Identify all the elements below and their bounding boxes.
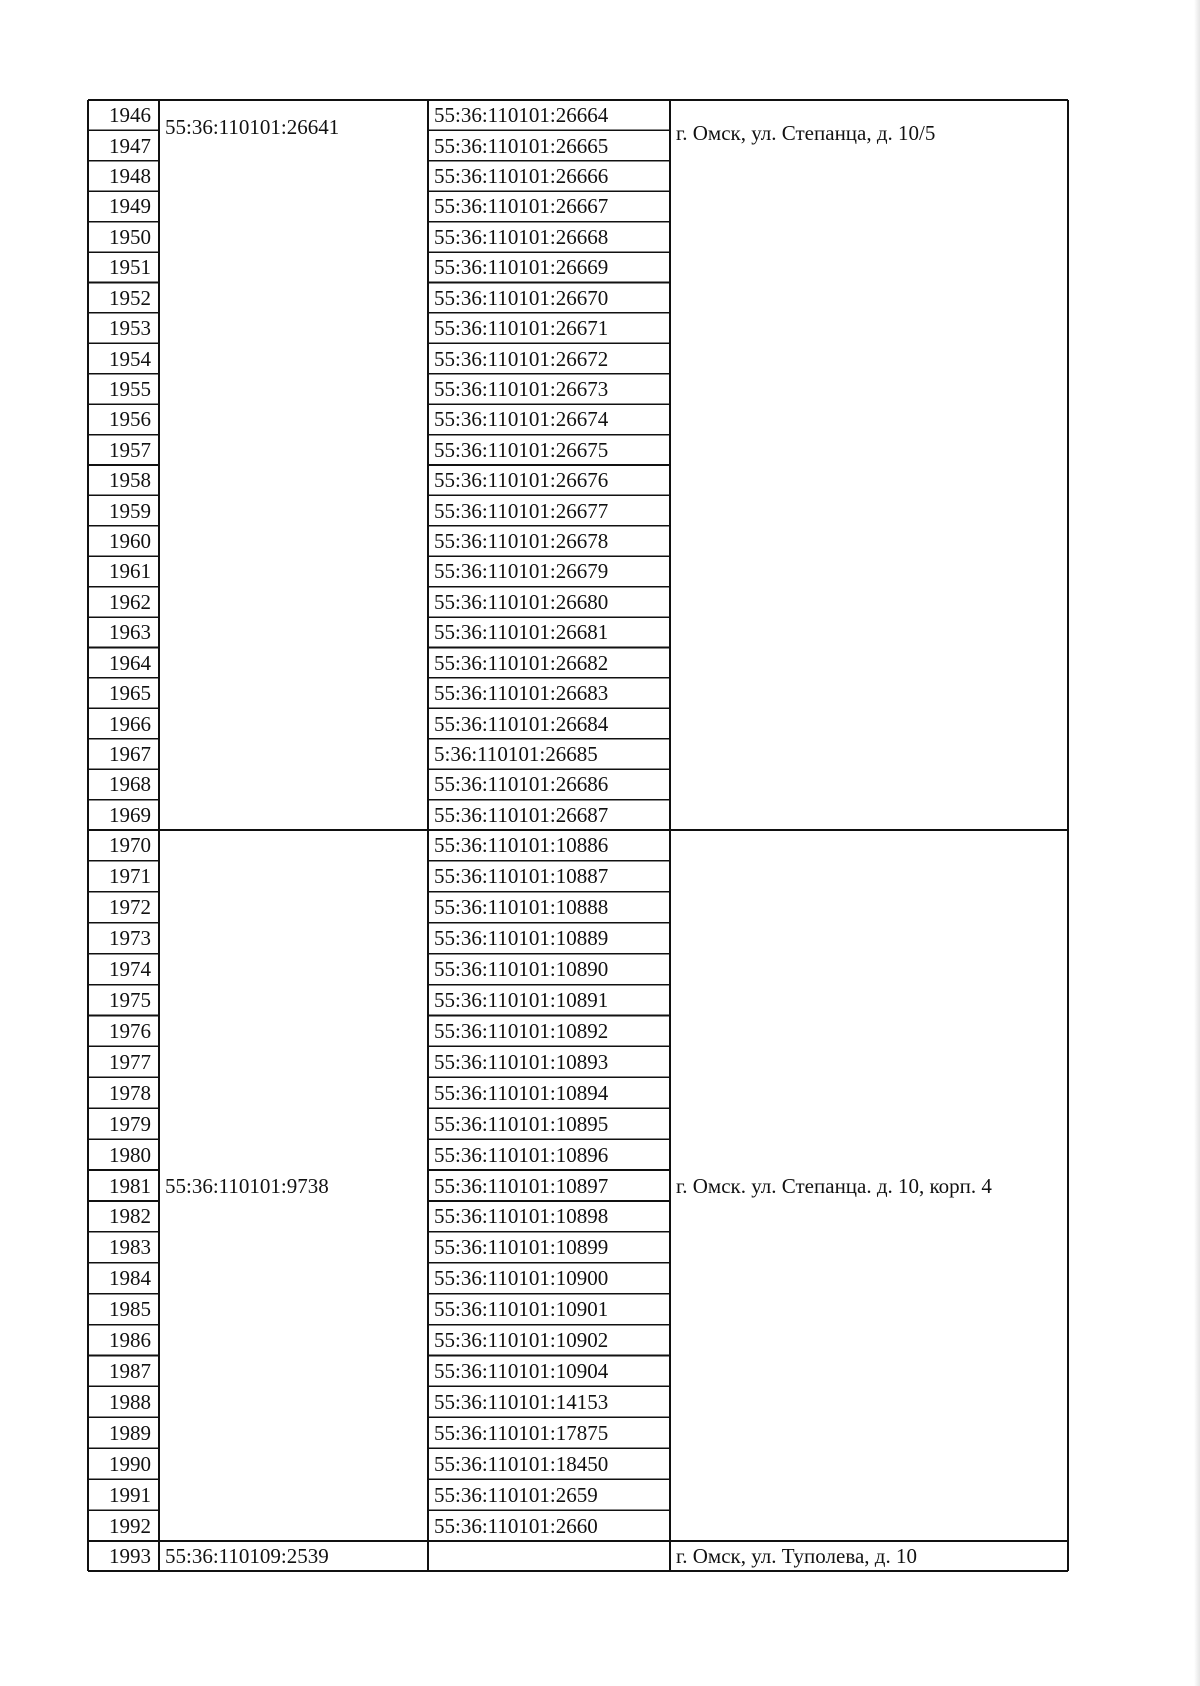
cadastral-number: 55:36:110101:26674 xyxy=(434,407,609,432)
row-number: 1972 xyxy=(109,895,151,920)
row-number: 1952 xyxy=(109,285,151,310)
row-number: 1954 xyxy=(109,346,151,371)
cadastral-number: 55:36:110101:26669 xyxy=(434,255,609,280)
row-number: 1956 xyxy=(109,407,151,432)
row-number: 1947 xyxy=(109,133,151,158)
cadastral-number: 55:36:110101:10893 xyxy=(434,1049,609,1074)
row-number: 1963 xyxy=(109,620,151,645)
row-number: 1980 xyxy=(109,1142,151,1167)
row-number: 1967 xyxy=(109,741,151,766)
row-number: 1982 xyxy=(109,1204,151,1229)
row-number: 1988 xyxy=(109,1389,151,1414)
cadastral-number: 55:36:110101:10898 xyxy=(434,1204,609,1229)
row-number: 1955 xyxy=(109,376,151,401)
row-number: 1964 xyxy=(109,650,151,675)
parcel-number: 55:36:110101:9738 xyxy=(165,1173,329,1198)
cadastral-number: 55:36:110101:14153 xyxy=(434,1389,609,1414)
address-text: г. Омск, ул. Туполева, д. 10 xyxy=(676,1544,917,1568)
cadastral-number: 55:36:110101:10900 xyxy=(434,1266,609,1291)
row-number: 1993 xyxy=(109,1544,151,1568)
row-number: 1949 xyxy=(109,194,151,219)
cadastral-number: 55:36:110101:18450 xyxy=(434,1451,609,1476)
row-number: 1946 xyxy=(109,103,151,128)
cadastral-number: 55:36:110101:26687 xyxy=(434,802,609,827)
cadastral-number: 55:36:110101:26677 xyxy=(434,498,609,523)
row-number: 1991 xyxy=(109,1482,151,1507)
cadastral-number: 55:36:110101:26666 xyxy=(434,164,609,189)
row-number: 1960 xyxy=(109,529,151,554)
row-number: 1990 xyxy=(109,1451,151,1476)
cadastral-number: 55:36:110101:26678 xyxy=(434,529,609,554)
cadastral-number: 55:36:110101:26664 xyxy=(434,103,609,128)
row-number: 1973 xyxy=(109,926,151,951)
cadastral-number: 55:36:110101:26676 xyxy=(434,468,609,493)
cadastral-number: 55:36:110101:26684 xyxy=(434,711,609,736)
row-number: 1992 xyxy=(109,1513,151,1538)
cadastral-number: 55:36:110101:10890 xyxy=(434,957,609,982)
row-number: 1951 xyxy=(109,255,151,280)
cadastral-number: 55:36:110101:10901 xyxy=(434,1297,609,1322)
row-number: 1976 xyxy=(109,1018,151,1043)
cadastral-number: 55:36:110101:10896 xyxy=(434,1142,609,1167)
cadastral-number: 55:36:110101:10888 xyxy=(434,895,609,920)
cadastral-number: 55:36:110101:2659 xyxy=(434,1482,598,1507)
cadastral-number: 55:36:110101:26665 xyxy=(434,133,609,158)
address-text: г. Омск. ул. Степанца. д. 10, корп. 4 xyxy=(676,1173,992,1198)
cadastral-number: 55:36:110101:10904 xyxy=(434,1358,609,1383)
row-number: 1959 xyxy=(109,498,151,523)
row-number: 1975 xyxy=(109,988,151,1013)
row-number: 1981 xyxy=(109,1173,151,1198)
row-number: 1984 xyxy=(109,1266,151,1291)
row-number: 1971 xyxy=(109,864,151,889)
row-number: 1968 xyxy=(109,772,151,797)
row-number: 1974 xyxy=(109,957,151,982)
row-number: 1986 xyxy=(109,1328,151,1353)
cadastral-number: 55:36:110101:26668 xyxy=(434,224,609,249)
cadastral-number: 55:36:110101:26686 xyxy=(434,772,609,797)
cadastral-number: 55:36:110101:10887 xyxy=(434,864,609,889)
parcel-number: 55:36:110101:26641 xyxy=(165,115,340,140)
row-number: 1983 xyxy=(109,1235,151,1260)
cadastral-number: 5:36:110101:26685 xyxy=(434,741,598,766)
cadastral-number: 55:36:110101:10886 xyxy=(434,833,609,858)
cadastral-number: 55:36:110101:26673 xyxy=(434,376,609,401)
row-number: 1970 xyxy=(109,833,151,858)
cadastral-number: 55:36:110101:26683 xyxy=(434,681,609,706)
parcel-number: 55:36:110109:2539 xyxy=(165,1544,329,1568)
cadastral-number: 55:36:110101:10889 xyxy=(434,926,609,951)
row-number: 1962 xyxy=(109,589,151,614)
cadastral-number: 55:36:110101:10894 xyxy=(434,1080,609,1105)
row-number: 1965 xyxy=(109,681,151,706)
cadastral-number: 55:36:110101:26672 xyxy=(434,346,609,371)
cadastral-number: 55:36:110101:26667 xyxy=(434,194,609,219)
row-number: 1989 xyxy=(109,1420,151,1445)
row-number: 1953 xyxy=(109,316,151,341)
cadastral-number: 55:36:110101:26670 xyxy=(434,285,609,310)
row-number: 1985 xyxy=(109,1297,151,1322)
row-number: 1979 xyxy=(109,1111,151,1136)
cadastral-number: 55:36:110101:10891 xyxy=(434,988,609,1013)
cadastral-number: 55:36:110101:26680 xyxy=(434,589,609,614)
cadastral-number: 55:36:110101:10897 xyxy=(434,1173,609,1198)
row-number: 1948 xyxy=(109,164,151,189)
cadastral-number: 55:36:110101:26675 xyxy=(434,437,609,462)
cadastral-number: 55:36:110101:10899 xyxy=(434,1235,609,1260)
row-number: 1966 xyxy=(109,711,151,736)
cadastral-number: 55:36:110101:26671 xyxy=(434,316,609,341)
cadastral-number: 55:36:110101:26679 xyxy=(434,559,609,584)
row-number: 1961 xyxy=(109,559,151,584)
cadastral-number: 55:36:110101:10895 xyxy=(434,1111,609,1136)
row-number: 1978 xyxy=(109,1080,151,1105)
address-text: г. Омск, ул. Степанца, д. 10/5 xyxy=(676,121,936,146)
row-number: 1969 xyxy=(109,802,151,827)
row-number: 1950 xyxy=(109,224,151,249)
cadastral-number: 55:36:110101:17875 xyxy=(434,1420,609,1445)
cadastral-number: 55:36:110101:26681 xyxy=(434,620,609,645)
row-number: 1957 xyxy=(109,437,151,462)
row-number: 1987 xyxy=(109,1358,151,1383)
cadastral-number: 55:36:110101:10892 xyxy=(434,1018,609,1043)
row-number: 1958 xyxy=(109,468,151,493)
cadastral-number: 55:36:110101:26682 xyxy=(434,650,609,675)
cadastral-number: 55:36:110101:2660 xyxy=(434,1513,598,1538)
cadastral-number: 55:36:110101:10902 xyxy=(434,1328,609,1353)
row-number: 1977 xyxy=(109,1049,151,1074)
